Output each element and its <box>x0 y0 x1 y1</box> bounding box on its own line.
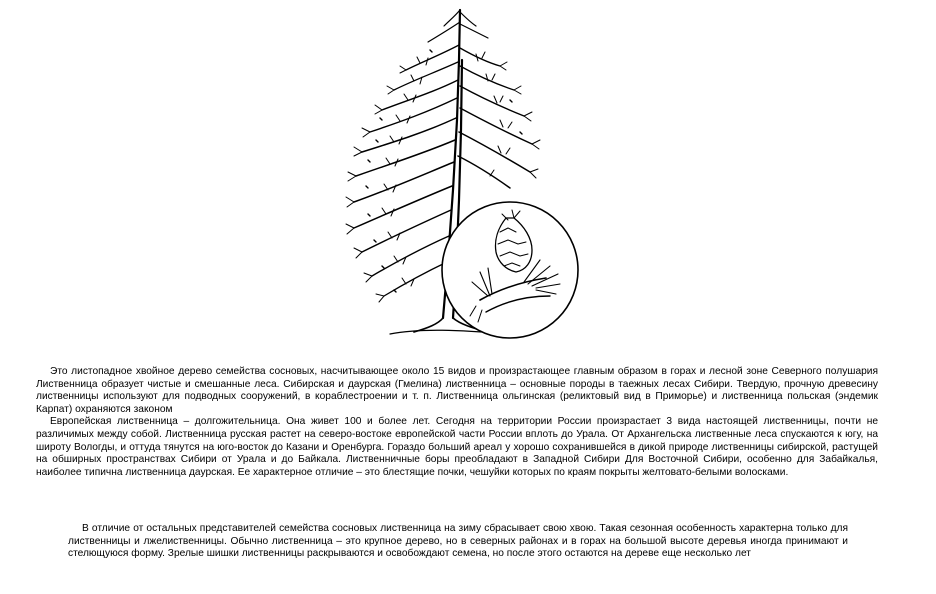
paragraph-intro: Это листопадное хвойное дерево семейства сосновых, насчитывающее около 15 видов и произрастающее главным образом в горах и лесной зоне Северного полушария Лиственница образует чистые и смешанные леса. Сибирская и даурская (Гмелина) лиственница – основные породы в таежных лесах Сибири. Твердую, прочную древесину лиственницы используют для подводных сооружений, в кораблестроении и т. п. Лиственница ольгинская (реликтовый вид в Приморье) и лиственница польская (эндемик Карпат) охраняются законом <box>36 366 878 415</box>
paragraph-european-larch: Европейская лиственница – долгожительница. Она живет 100 и более лет. Сегодня на территории России произрастает 3 вида настоящей лиственницы, почти не различимых между собой. Лиственница русская растет на северо-востоке европейской части России вплоть до Урала. От Архангельска лиственные леса спускаются к югу, на широту Вологды, и оттуда тянутся на юго-восток до Казани и Оренбурга. Гораздо больший ареал у хорошо сохранившейся в дикой природе лиственницы сибирской, растущей на обширных пространствах Сибири от Урала и до Байкала. Лиственничные боры преобладают в Западной Сибири Для Восточной Сибири, особенно для Забайкалья, наиболее типична лиственница даурская. Ее характерное отличие – это блестящие почки, чешуйки которых по краям покрыты желтовато-белыми волосками. <box>36 416 878 478</box>
secondary-text <box>68 523 848 561</box>
paragraph-seasonal: В отличие от остальных представителей семейства сосновых лиственница на зиму сбрасывает свою хвою. Такая сезонная особенность характерна только для лиственницы и лжелиственницы. Обычно лиственница – это крупное дерево, но в северных районах и в горах на большой высоте деревья иногда принимают и стелющуюся форму. Зрелые шишки лиственницы раскрываются и освобождают семена, но после этого остаются на дереве еще несколько лет <box>68 523 848 560</box>
larch-tree-icon <box>310 0 600 350</box>
larch-tree-illustration <box>310 0 600 350</box>
main-text <box>36 366 878 479</box>
